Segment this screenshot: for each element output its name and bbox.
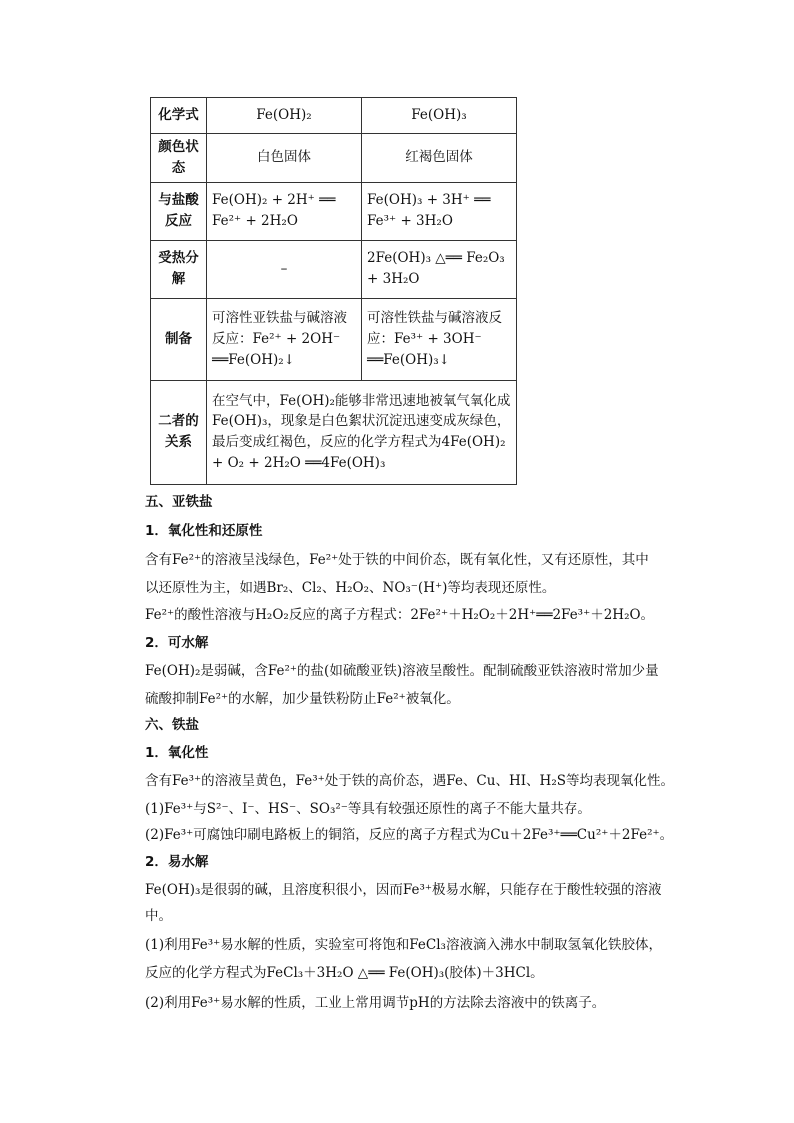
table-row (151, 240, 517, 298)
paragraph: Fe²⁺的酸性溶液与H₂O₂反应的离子方程式：2Fe²⁺＋H₂O₂＋2H⁺══2Fe³⁺＋2H₂O。 (145, 607, 655, 623)
paragraph: 含有Fe³⁺的溶液呈黄色，Fe³⁺处于铁的高价态，遇Fe、Cu、HI、H₂S等均表现氧化性。 (145, 773, 674, 789)
cell: – (207, 240, 362, 298)
header-fe-oh-3: Fe(OH)₃ (362, 98, 517, 134)
paragraph: (1)Fe³⁺与S²⁻、I⁻、HS⁻、SO₃²⁻等具有较强还原性的离子不能大量共存。 (145, 801, 591, 817)
table-row (151, 182, 517, 240)
paragraph: (2)Fe³⁺可腐蚀印刷电路板上的铜箔，反应的离子方程式为Cu＋2Fe³⁺══Cu²⁺＋2Fe²⁺。 (145, 827, 674, 843)
paragraph: 中。 (145, 908, 172, 924)
cell: 在空气中，Fe(OH)₂能够非常迅速地被氧气氧化成Fe(OH)₃，现象是白色絮状沉淀迅速变成灰绿色，最后变成红褐色，反应的化学方程式为4Fe(OH)₂ + O₂ + 2H₂O ══4Fe(OH)₃ (207, 380, 517, 484)
paragraph: 反应的化学方程式为FeCl₃＋3H₂O △══ Fe(OH)₃(胶体)＋3HCl。 (145, 965, 544, 981)
row-label: 受热分解 (151, 240, 207, 298)
header-fe-oh-2: Fe(OH)₂ (207, 98, 362, 134)
subsection-title: 1．氧化性 (145, 745, 209, 761)
cell: 红褐色固体 (362, 134, 517, 183)
cell: 2Fe(OH)₃ △══ Fe₂O₃ + 3H₂O (362, 240, 517, 298)
paragraph: Fe(OH)₃是很弱的碱，且溶度积很小，因而Fe³⁺极易水解，只能存在于酸性较强的溶液 (145, 882, 662, 898)
row-label: 二者的关系 (151, 380, 207, 484)
subsection-title: 1．氧化性和还原性 (145, 523, 263, 539)
cell: Fe(OH)₃ + 3H⁺ ══ Fe³⁺ + 3H₂O (362, 182, 517, 240)
table-row (151, 380, 517, 484)
comparison-table (150, 97, 517, 485)
paragraph: 硫酸抑制Fe²⁺的水解，加少量铁粉防止Fe²⁺被氧化。 (145, 691, 460, 707)
subsection-title: 2．可水解 (145, 635, 209, 651)
subsection-title: 2．易水解 (145, 854, 209, 870)
row-label: 颜色状态 (151, 134, 207, 183)
cell: 可溶性铁盐与碱溶液反应：Fe³⁺ + 3OH⁻ ══Fe(OH)₃↓ (362, 298, 517, 380)
paragraph: (2)利用Fe³⁺易水解的性质，工业上常用调节pH的方法除去溶液中的铁离子。 (145, 995, 606, 1011)
cell: Fe(OH)₂ + 2H⁺ ══ Fe²⁺ + 2H₂O (207, 182, 362, 240)
section-title: 六、铁盐 (145, 717, 199, 733)
table-row (151, 298, 517, 380)
cell: 可溶性亚铁盐与碱溶液反应：Fe²⁺ + 2OH⁻ ══Fe(OH)₂↓ (207, 298, 362, 380)
paragraph: Fe(OH)₂是弱碱，含Fe²⁺的盐(如硫酸亚铁)溶液呈酸性。配制硫酸亚铁溶液时常加少量 (145, 663, 659, 679)
paragraph: (1)利用Fe³⁺易水解的性质，实验室可将饱和FeCl₃溶液滴入沸水中制取氢氧化铁胶体， (145, 937, 662, 953)
cell: 白色固体 (207, 134, 362, 183)
table-row (151, 134, 517, 183)
header-label: 化学式 (151, 98, 207, 134)
paragraph: 以还原性为主，如遇Br₂、Cl₂、H₂O₂、NO₃⁻(H⁺)等均表现还原性。 (145, 580, 556, 596)
row-label: 制备 (151, 298, 207, 380)
row-label: 与盐酸反应 (151, 182, 207, 240)
paragraph: 含有Fe²⁺的溶液呈浅绿色，Fe²⁺处于铁的中间价态，既有氧化性，又有还原性，其中 (145, 552, 649, 568)
section-title: 五、亚铁盐 (145, 494, 213, 510)
table-row (151, 98, 517, 134)
